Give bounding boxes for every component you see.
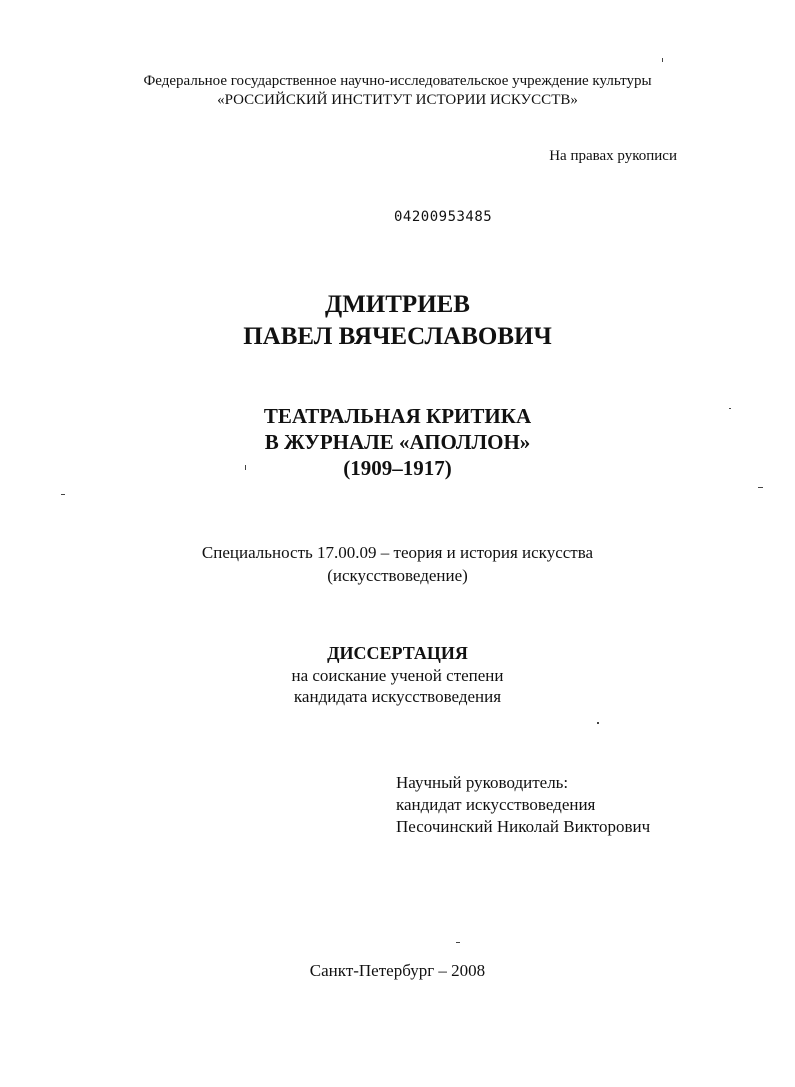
author-given-names: ПАВЕЛ ВЯЧЕСЛАВОВИЧ (243, 323, 552, 350)
dissertation-line-2: кандидата искусствоведения (293, 687, 502, 706)
scan-speck (61, 494, 65, 495)
institution-line-2: «РОССИЙСКИЙ ИНСТИТУТ ИСТОРИИ ИСКУССТВ» (217, 92, 578, 108)
author-surname: ДМИТРИЕВ (325, 291, 470, 318)
scan-speck (758, 487, 763, 488)
institution-header (0, 72, 795, 110)
specialty-line-2: (искусствоведение) (327, 566, 468, 585)
place-and-year: Санкт-Петербург – 2008 (309, 961, 486, 980)
scan-speck (597, 722, 599, 724)
title-years: (1909–1917) (343, 456, 452, 480)
supervisor-label: Научный руководитель: (396, 773, 569, 792)
dissertation-block (0, 643, 795, 707)
supervisor-degree: кандидат искусствоведения (396, 795, 596, 814)
scan-speck (456, 942, 460, 943)
dissertation-heading: ДИССЕРТАЦИЯ (327, 643, 468, 663)
author-block (0, 289, 795, 353)
scan-speck (245, 465, 246, 470)
scan-speck (662, 58, 663, 62)
specialty-block (0, 541, 795, 587)
supervisor-name: Песочинский Николай Викторович (396, 817, 651, 836)
title-line-2: В ЖУРНАЛЕ «АПОЛЛОН» (264, 430, 531, 454)
specialty-line-1: Специальность 17.00.09 – теория и история искусства (201, 543, 594, 562)
institution-line-1: Федеральное государственное научно-исследовательское учреждение культуры (143, 73, 652, 89)
catalog-number: 04200953485 (394, 209, 493, 225)
dissertation-title (0, 403, 795, 481)
supervisor-block (396, 772, 650, 838)
title-line-1: ТЕАТРАЛЬНАЯ КРИТИКА (263, 404, 532, 428)
dissertation-line-1: на соискание ученой степени (291, 666, 504, 685)
manuscript-note: На правах рукописи (549, 148, 677, 164)
scan-speck (729, 408, 731, 409)
